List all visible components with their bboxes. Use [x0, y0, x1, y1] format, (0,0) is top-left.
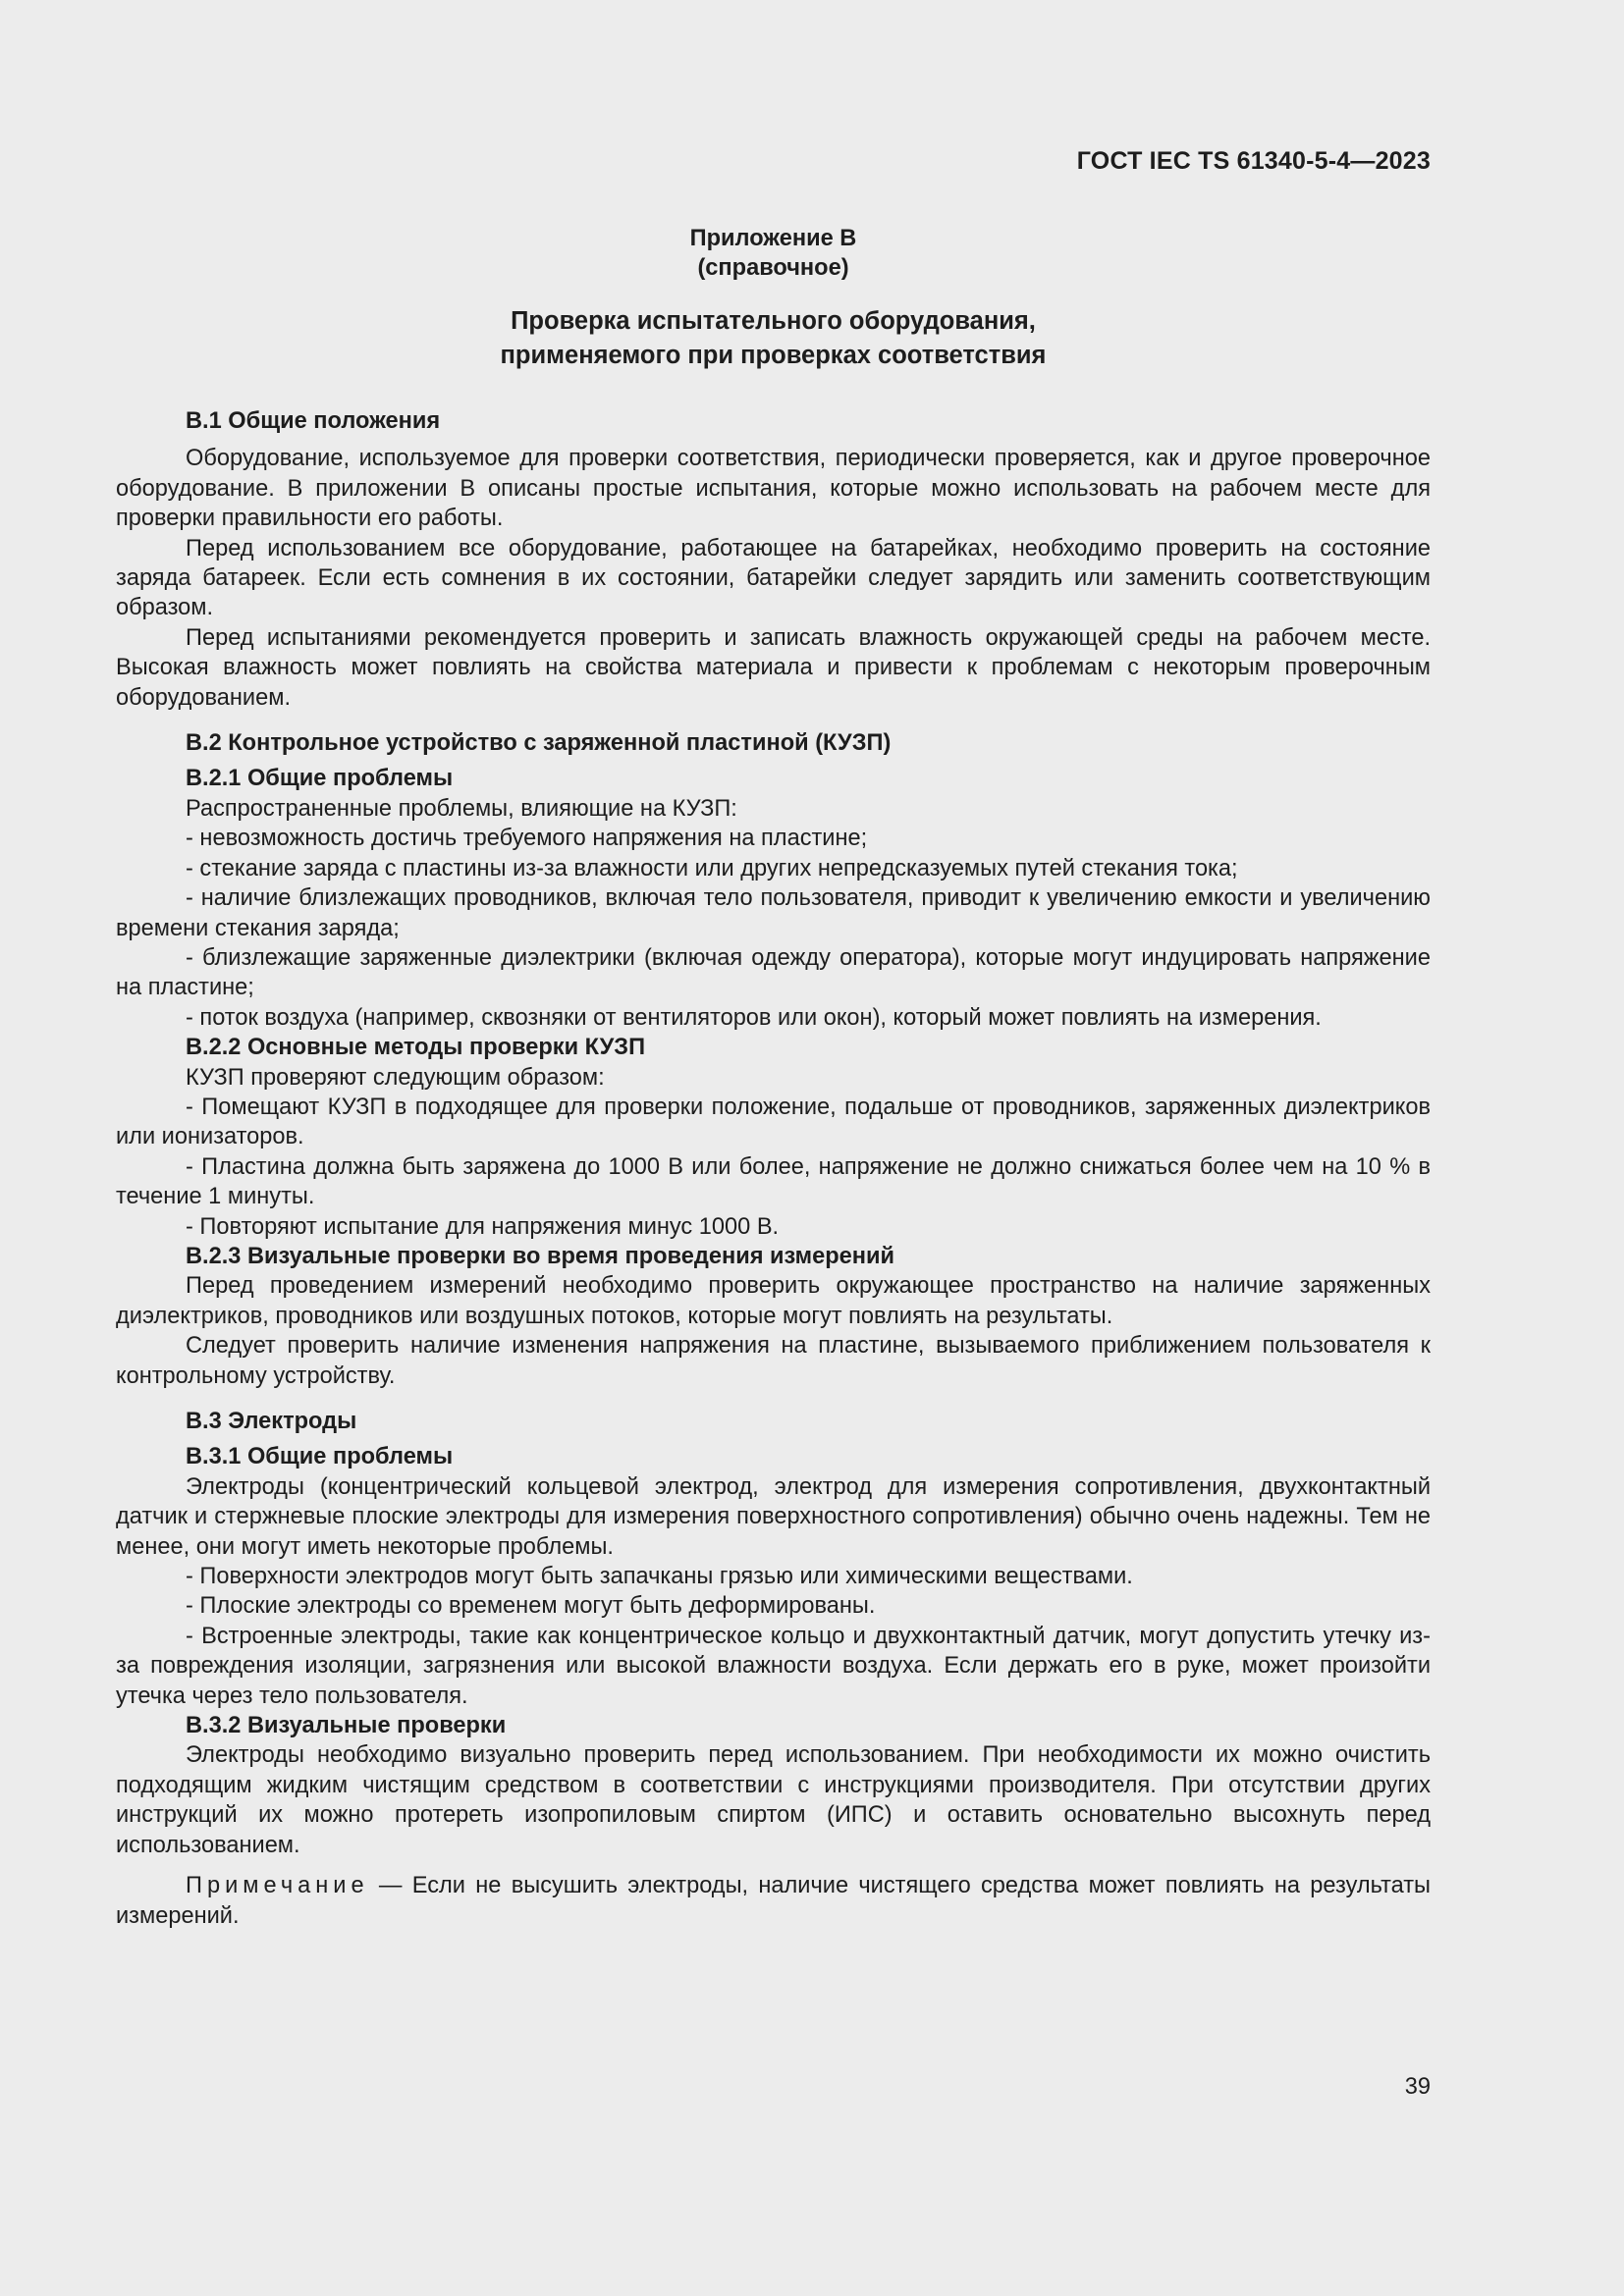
paragraph: КУЗП проверяют следующим образом: — [186, 1064, 605, 1091]
note-text: — Если не высушить электроды, наличие чистящего средства может повлиять на результаты измерений. — [116, 1873, 1431, 1929]
list-item: - невозможность достичь требуемого напряжения на пластине; — [186, 826, 868, 852]
section-b21-heading: В.2.1 Общие проблемы — [186, 766, 454, 792]
section-b23-heading: В.2.3 Визуальные проверки во время проведения измерений — [186, 1243, 895, 1269]
list-item: - поток воздуха (например, сквозняки от вентиляторов или окон), который может повлиять на измерения. — [186, 1004, 1322, 1031]
section-b32-heading: В.3.2 Визуальные проверки — [186, 1713, 507, 1739]
section-b2-heading: В.2 Контрольное устройство с заряженной пластиной (КУЗП) — [186, 730, 892, 757]
list-item: - Помещают КУЗП в подходящее для проверки положение, подальше от проводников, заряженных диэлектриков или ионизаторов. — [116, 1094, 1431, 1150]
list-item: - наличие близлежащих проводников, включая тело пользователя, приводит к увеличению емкости и увеличению времени стекания заряда; — [116, 885, 1431, 941]
paragraph: Оборудование, используемое для проверки соответствия, периодически проверяется, как и другое проверочное оборудование. В приложении В описаны простые испытания, которые можно использовать на рабочем месте для проверки правильности его работы. — [116, 446, 1431, 532]
paragraph: Перед использованием все оборудование, работающее на батарейках, необходимо проверить на состояние заряда батареек. Если есть сомнения в их состоянии, батарейки следует зарядить или заменить соответствующим образом. — [116, 535, 1431, 621]
list-item: - близлежащие заряженные диэлектрики (включая одежду оператора), которые могут индуцировать напряжение на пластине; — [116, 944, 1431, 1001]
paragraph: Перед испытаниями рекомендуется проверить и записать влажность окружающей среды на рабочем месте. Высокая влажность может повлиять на свойства материала и привести к проблемам с некоторым проверочным оборудованием. — [116, 624, 1431, 711]
section-b31-heading: В.3.1 Общие проблемы — [186, 1444, 454, 1470]
paragraph: Распространенные проблемы, влияющие на КУЗП: — [186, 795, 737, 822]
paragraph: Электроды (концентрический кольцевой электрод, электрод для измерения сопротивления, двухконтактный датчик и стержневые плоские электроды для измерения поверхностного сопротивления) обычно очень надежны. Тем не менее, они могут иметь некоторые проблемы. — [116, 1473, 1431, 1560]
annex-label: Приложение В — [689, 226, 857, 251]
annex-title-line2: применяемого при проверках соответствия — [500, 342, 1047, 369]
page-content — [116, 224, 1431, 1931]
paragraph: Электроды необходимо визуально проверить перед использованием. При необходимости их можно очистить подходящим жидким чистящим средством в соответствии с инструкциями производителя. При отсутствии других инструкций их можно протереть изопропиловым спиртом (ИПС) и оставить основательно высохнуть перед использованием. — [116, 1742, 1431, 1858]
list-item: - Повторяют испытание для напряжения минус 1000 В. — [186, 1213, 780, 1240]
list-item: - Пластина должна быть заряжена до 1000 В или более, напряжение не должно снижаться более чем на 10 % в течение 1 минуты. — [116, 1153, 1431, 1210]
annex-status: (справочное) — [697, 255, 849, 281]
list-item: - Плоские электроды со временем могут быть деформированы. — [186, 1593, 876, 1620]
annex-title-line1: Проверка испытательного оборудования, — [511, 307, 1036, 335]
paragraph: Следует проверить наличие изменения напряжения на пластине, вызываемого приближением пользователя к контрольному устройству. — [116, 1333, 1431, 1389]
note-paragraph — [116, 1871, 1431, 1931]
list-item: - Поверхности электродов могут быть запачканы грязью или химическими веществами. — [186, 1564, 1133, 1590]
section-b3-heading: В.3 Электроды — [186, 1409, 357, 1434]
list-item: - стекание заряда с пластины из-за влажности или других непредсказуемых путей стекания тока; — [186, 855, 1238, 881]
annex-title — [116, 304, 1431, 373]
section-b1-heading: В.1 Общие положения — [186, 408, 441, 434]
list-item: - Встроенные электроды, такие как концентрическое кольцо и двухконтактный датчик, могут допустить утечку из-за повреждения изоляции, загрязнения или высокой влажности воздуха. Если держать его в руке, может произойти утечка через тело пользователя. — [116, 1623, 1431, 1709]
page-number: 39 — [1404, 2074, 1431, 2100]
section-b22-heading: В.2.2 Основные методы проверки КУЗП — [186, 1035, 646, 1061]
note-label: Примечание — [186, 1873, 369, 1899]
paragraph: Перед проведением измерений необходимо проверить окружающее пространство на наличие заряженных диэлектриков, проводников или воздушных потоков, которые могут повлиять на результаты. — [116, 1273, 1431, 1329]
annex-heading — [116, 224, 1431, 283]
standard-code-header: ГОСТ IEC TS 61340-5-4—2023 — [1076, 147, 1431, 175]
